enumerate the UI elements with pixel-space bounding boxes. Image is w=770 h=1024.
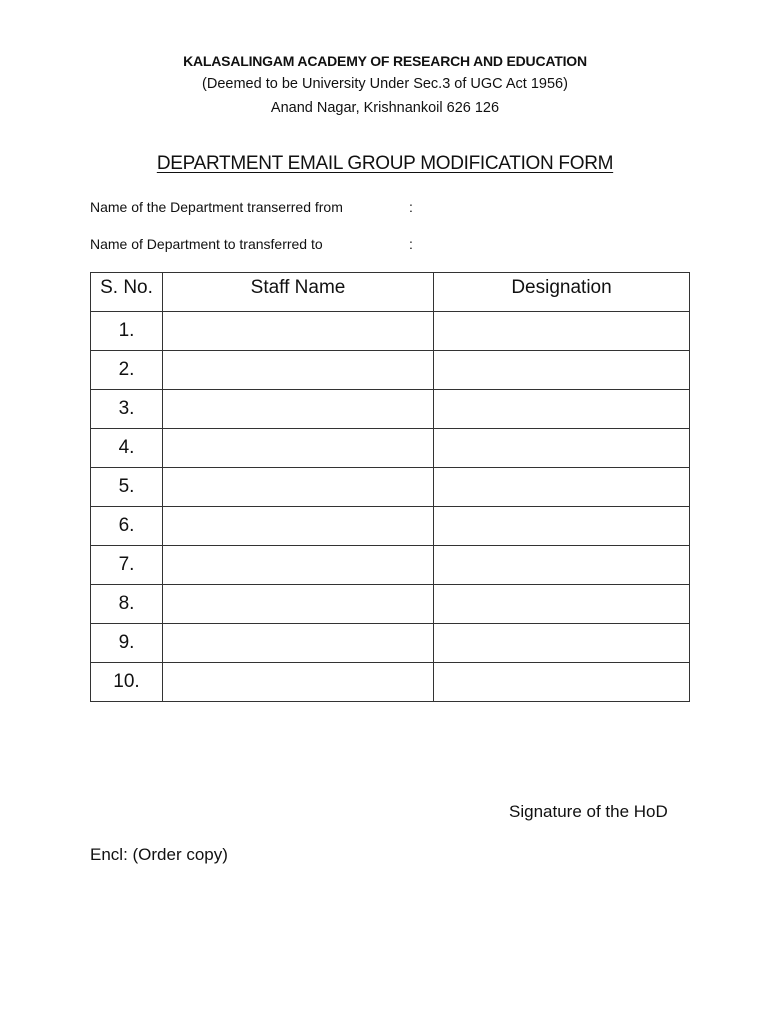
staff-name-cell[interactable] (163, 312, 434, 351)
table-row (91, 312, 690, 351)
field-separator-to: : (409, 236, 413, 252)
header-designation: Designation (434, 273, 690, 312)
designation-cell[interactable] (434, 663, 690, 702)
designation-cell[interactable] (434, 507, 690, 546)
institution-name: KALASALINGAM ACADEMY OF RESEARCH AND EDUCATION (183, 53, 587, 69)
row-serial-number: 1. (91, 312, 163, 351)
table-row (91, 507, 690, 546)
table-row (91, 585, 690, 624)
header-sno: S. No. (91, 273, 163, 312)
designation-cell[interactable] (434, 429, 690, 468)
staff-name-cell[interactable] (163, 351, 434, 390)
signature-label: Signature of the HoD (509, 802, 668, 821)
staff-name-cell[interactable] (163, 663, 434, 702)
field-label-to: Name of Department to transferred to (90, 236, 323, 252)
field-label-from: Name of the Department transerred from (90, 199, 343, 215)
row-serial-number: 7. (91, 546, 163, 585)
table-row (91, 429, 690, 468)
designation-cell[interactable] (434, 390, 690, 429)
row-serial-number: 8. (91, 585, 163, 624)
row-serial-number: 2. (91, 351, 163, 390)
field-department-from (90, 199, 413, 215)
table-row (91, 468, 690, 507)
table-row (91, 663, 690, 702)
row-serial-number: 6. (91, 507, 163, 546)
staff-name-cell[interactable] (163, 585, 434, 624)
row-serial-number: 5. (91, 468, 163, 507)
institution-subtitle: (Deemed to be University Under Sec.3 of UGC Act 1956) (202, 76, 568, 92)
table-row (91, 624, 690, 663)
staff-name-cell[interactable] (163, 468, 434, 507)
staff-name-cell[interactable] (163, 624, 434, 663)
staff-table (90, 272, 690, 702)
table-row (91, 546, 690, 585)
designation-cell[interactable] (434, 468, 690, 507)
row-serial-number: 3. (91, 390, 163, 429)
row-serial-number: 4. (91, 429, 163, 468)
enclosure-note: Encl: (Order copy) (90, 845, 228, 864)
designation-cell[interactable] (434, 585, 690, 624)
designation-cell[interactable] (434, 546, 690, 585)
table-row (91, 390, 690, 429)
staff-name-cell[interactable] (163, 546, 434, 585)
table-header-row (91, 273, 690, 312)
field-separator-from: : (409, 199, 413, 215)
staff-name-cell[interactable] (163, 429, 434, 468)
field-department-to (90, 236, 413, 252)
designation-cell[interactable] (434, 351, 690, 390)
form-title: DEPARTMENT EMAIL GROUP MODIFICATION FORM (156, 153, 614, 174)
row-serial-number: 9. (91, 624, 163, 663)
staff-name-cell[interactable] (163, 390, 434, 429)
table-row (91, 351, 690, 390)
institution-address: Anand Nagar, Krishnankoil 626 126 (270, 100, 500, 116)
staff-name-cell[interactable] (163, 507, 434, 546)
row-serial-number: 10. (91, 663, 163, 702)
header-staff-name: Staff Name (163, 273, 434, 312)
designation-cell[interactable] (434, 312, 690, 351)
designation-cell[interactable] (434, 624, 690, 663)
